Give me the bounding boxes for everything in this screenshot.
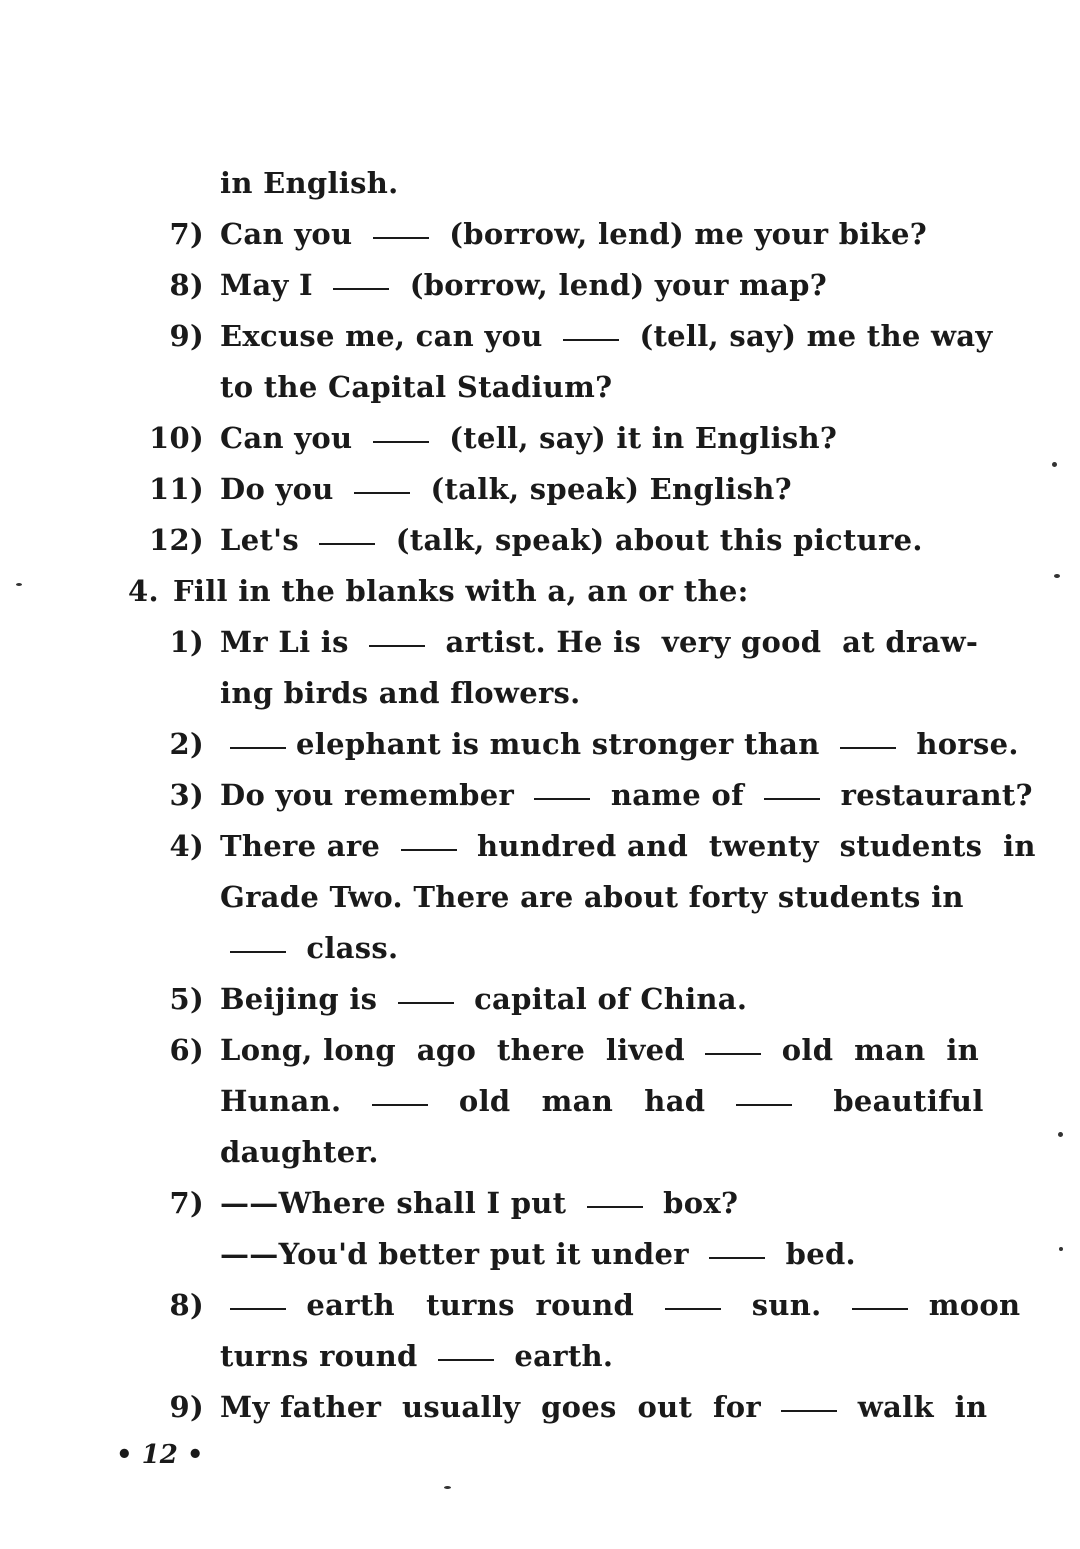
- item-number: 11): [149, 472, 204, 506]
- exercise-continuation: [0, 1234, 1080, 1274]
- answer-blank[interactable]: [534, 798, 590, 800]
- exercise-continuation: [0, 673, 1080, 713]
- answer-blank[interactable]: [764, 798, 820, 800]
- answer-blank[interactable]: [373, 441, 429, 443]
- text-segment: earth turns round: [296, 1288, 655, 1322]
- answer-blank[interactable]: [372, 1104, 428, 1106]
- item-number: 2): [169, 727, 204, 761]
- text-segment: Mr Li is: [220, 625, 360, 659]
- exercise-item: [0, 265, 1080, 305]
- item-number: 8): [169, 1288, 204, 1322]
- item-text: [220, 1183, 738, 1223]
- answer-blank[interactable]: [705, 1053, 761, 1055]
- scan-speck: [1052, 462, 1057, 467]
- text-segment: (talk, speak) English?: [420, 472, 792, 506]
- item-text: [220, 826, 1036, 866]
- item-text: [220, 724, 1019, 764]
- text-segment: Can you: [220, 217, 363, 251]
- exercise-continuation: [0, 367, 1080, 407]
- item-number: 12): [149, 523, 204, 557]
- text-segment: sun.: [730, 1288, 843, 1322]
- answer-blank[interactable]: [230, 747, 286, 749]
- item-number: 4): [169, 829, 204, 863]
- scan-speck: [1059, 1247, 1063, 1251]
- item-text: [220, 1234, 856, 1274]
- item-text: [220, 928, 398, 968]
- text-segment: Do you remember: [220, 778, 525, 812]
- exercise-continuation: [0, 1132, 1080, 1172]
- exercise-continuation: [0, 1081, 1080, 1121]
- answer-blank[interactable]: [333, 288, 389, 290]
- text-segment: artist. He is very good at draw-: [435, 625, 979, 659]
- answer-blank[interactable]: [587, 1206, 643, 1208]
- item-number: 6): [169, 1033, 204, 1067]
- answer-blank[interactable]: [840, 747, 896, 749]
- item-number: 1): [169, 625, 204, 659]
- text-segment: restaurant?: [830, 778, 1033, 812]
- item-number: 8): [169, 268, 204, 302]
- text-segment: ——Where shall I put: [220, 1186, 577, 1220]
- text-segment: My father usually goes out for: [220, 1390, 772, 1424]
- section-heading: [0, 571, 1080, 611]
- item-text: [220, 1030, 979, 1070]
- exercise-item: [0, 775, 1080, 815]
- text-segment: horse.: [905, 727, 1019, 761]
- text-segment: capital of China.: [463, 982, 748, 1016]
- exercise-item: [0, 826, 1080, 866]
- item-number: 9): [169, 1390, 204, 1424]
- item-number: 10): [149, 421, 204, 455]
- text-segment: turns round: [220, 1339, 429, 1373]
- answer-blank[interactable]: [852, 1308, 908, 1310]
- text-segment: class.: [296, 931, 399, 965]
- item-text: in English.: [220, 166, 399, 200]
- text-segment: Excuse me, can you: [220, 319, 554, 353]
- answer-blank[interactable]: [230, 951, 286, 953]
- text-segment: moon: [918, 1288, 1021, 1322]
- item-text: [220, 418, 837, 458]
- item-text: to the Capital Stadium?: [220, 370, 613, 404]
- exercise-item: [0, 1285, 1080, 1325]
- answer-blank[interactable]: [563, 339, 619, 341]
- item-text: Grade Two. There are about forty students in: [220, 880, 964, 914]
- answer-blank[interactable]: [230, 1308, 286, 1310]
- exercise-item: [0, 418, 1080, 458]
- text-segment: (tell, say) it in English?: [438, 421, 838, 455]
- text-segment: elephant is much stronger than: [296, 727, 830, 761]
- answer-blank[interactable]: [665, 1308, 721, 1310]
- text-segment: Long, long ago there lived: [220, 1033, 696, 1067]
- exercise-continuation: [0, 928, 1080, 968]
- text-segment: earth.: [504, 1339, 614, 1373]
- item-text: [220, 775, 1033, 815]
- text-segment: There are: [220, 829, 391, 863]
- item-text: [220, 316, 993, 356]
- exercise-item: [0, 1387, 1080, 1427]
- text-segment: Do you: [220, 472, 345, 506]
- section-instruction: Fill in the blanks with a, an or the:: [173, 574, 749, 608]
- exercise-item: [0, 1030, 1080, 1070]
- answer-blank[interactable]: [319, 543, 375, 545]
- answer-blank[interactable]: [736, 1104, 792, 1106]
- text-segment: hundred and twenty students in: [466, 829, 1036, 863]
- answer-blank[interactable]: [398, 1002, 454, 1004]
- text-segment: old man had: [438, 1084, 727, 1118]
- answer-blank[interactable]: [438, 1359, 494, 1361]
- exercise-item: [0, 724, 1080, 764]
- item-text: ing birds and flowers.: [220, 676, 581, 710]
- item-number: 9): [169, 319, 204, 353]
- scan-speck: [1058, 1132, 1063, 1137]
- scan-speck: [16, 583, 22, 586]
- exercise-continuation: [0, 877, 1080, 917]
- text-segment: beautiful: [802, 1084, 984, 1118]
- exercise-item: [0, 1183, 1080, 1223]
- scan-speck: [1054, 574, 1060, 578]
- item-text: [220, 1387, 987, 1427]
- item-text: [220, 469, 792, 509]
- answer-blank[interactable]: [369, 645, 425, 647]
- item-text: [220, 1285, 1020, 1325]
- text-segment: Hunan.: [220, 1084, 363, 1118]
- item-number: 5): [169, 982, 204, 1016]
- item-text: [220, 265, 827, 305]
- text-segment: bed.: [775, 1237, 856, 1271]
- text-segment: Let's: [220, 523, 310, 557]
- item-text: [220, 622, 978, 662]
- text-segment: (borrow, lend) your map?: [399, 268, 827, 302]
- answer-blank[interactable]: [709, 1257, 765, 1259]
- text-segment: ——You'd better put it under: [220, 1237, 700, 1271]
- scan-speck: [444, 1486, 451, 1489]
- item-text: daughter.: [220, 1135, 379, 1169]
- item-text: [220, 979, 747, 1019]
- exercise-continuation: [0, 163, 1080, 203]
- text-segment: name of: [600, 778, 755, 812]
- text-segment: (talk, speak) about this picture.: [385, 523, 923, 557]
- answer-blank[interactable]: [373, 237, 429, 239]
- exercise-item: [0, 520, 1080, 560]
- exercise-item: [0, 979, 1080, 1019]
- exercise-item: [0, 622, 1080, 662]
- item-number: 7): [169, 217, 204, 251]
- text-segment: (tell, say) me the way: [629, 319, 993, 353]
- item-text: [220, 1336, 613, 1376]
- item-text: [220, 214, 927, 254]
- text-segment: May I: [220, 268, 324, 302]
- section-number: 4.: [128, 574, 159, 608]
- item-number: 3): [169, 778, 204, 812]
- item-text: [220, 1081, 984, 1121]
- exercise-item: [0, 214, 1080, 254]
- page-number: • 12 •: [116, 1440, 204, 1470]
- item-number: 7): [169, 1186, 204, 1220]
- answer-blank[interactable]: [354, 492, 410, 494]
- exercise-item: [0, 469, 1080, 509]
- text-segment: old man in: [771, 1033, 980, 1067]
- text-segment: Can you: [220, 421, 363, 455]
- text-segment: (borrow, lend) me your bike?: [438, 217, 928, 251]
- text-segment: Beijing is: [220, 982, 388, 1016]
- answer-blank[interactable]: [781, 1410, 837, 1412]
- exercise-item: [0, 316, 1080, 356]
- exercise-continuation: [0, 1336, 1080, 1376]
- text-segment: walk in: [847, 1390, 988, 1424]
- item-text: [220, 520, 923, 560]
- text-segment: box?: [652, 1186, 739, 1220]
- answer-blank[interactable]: [401, 849, 457, 851]
